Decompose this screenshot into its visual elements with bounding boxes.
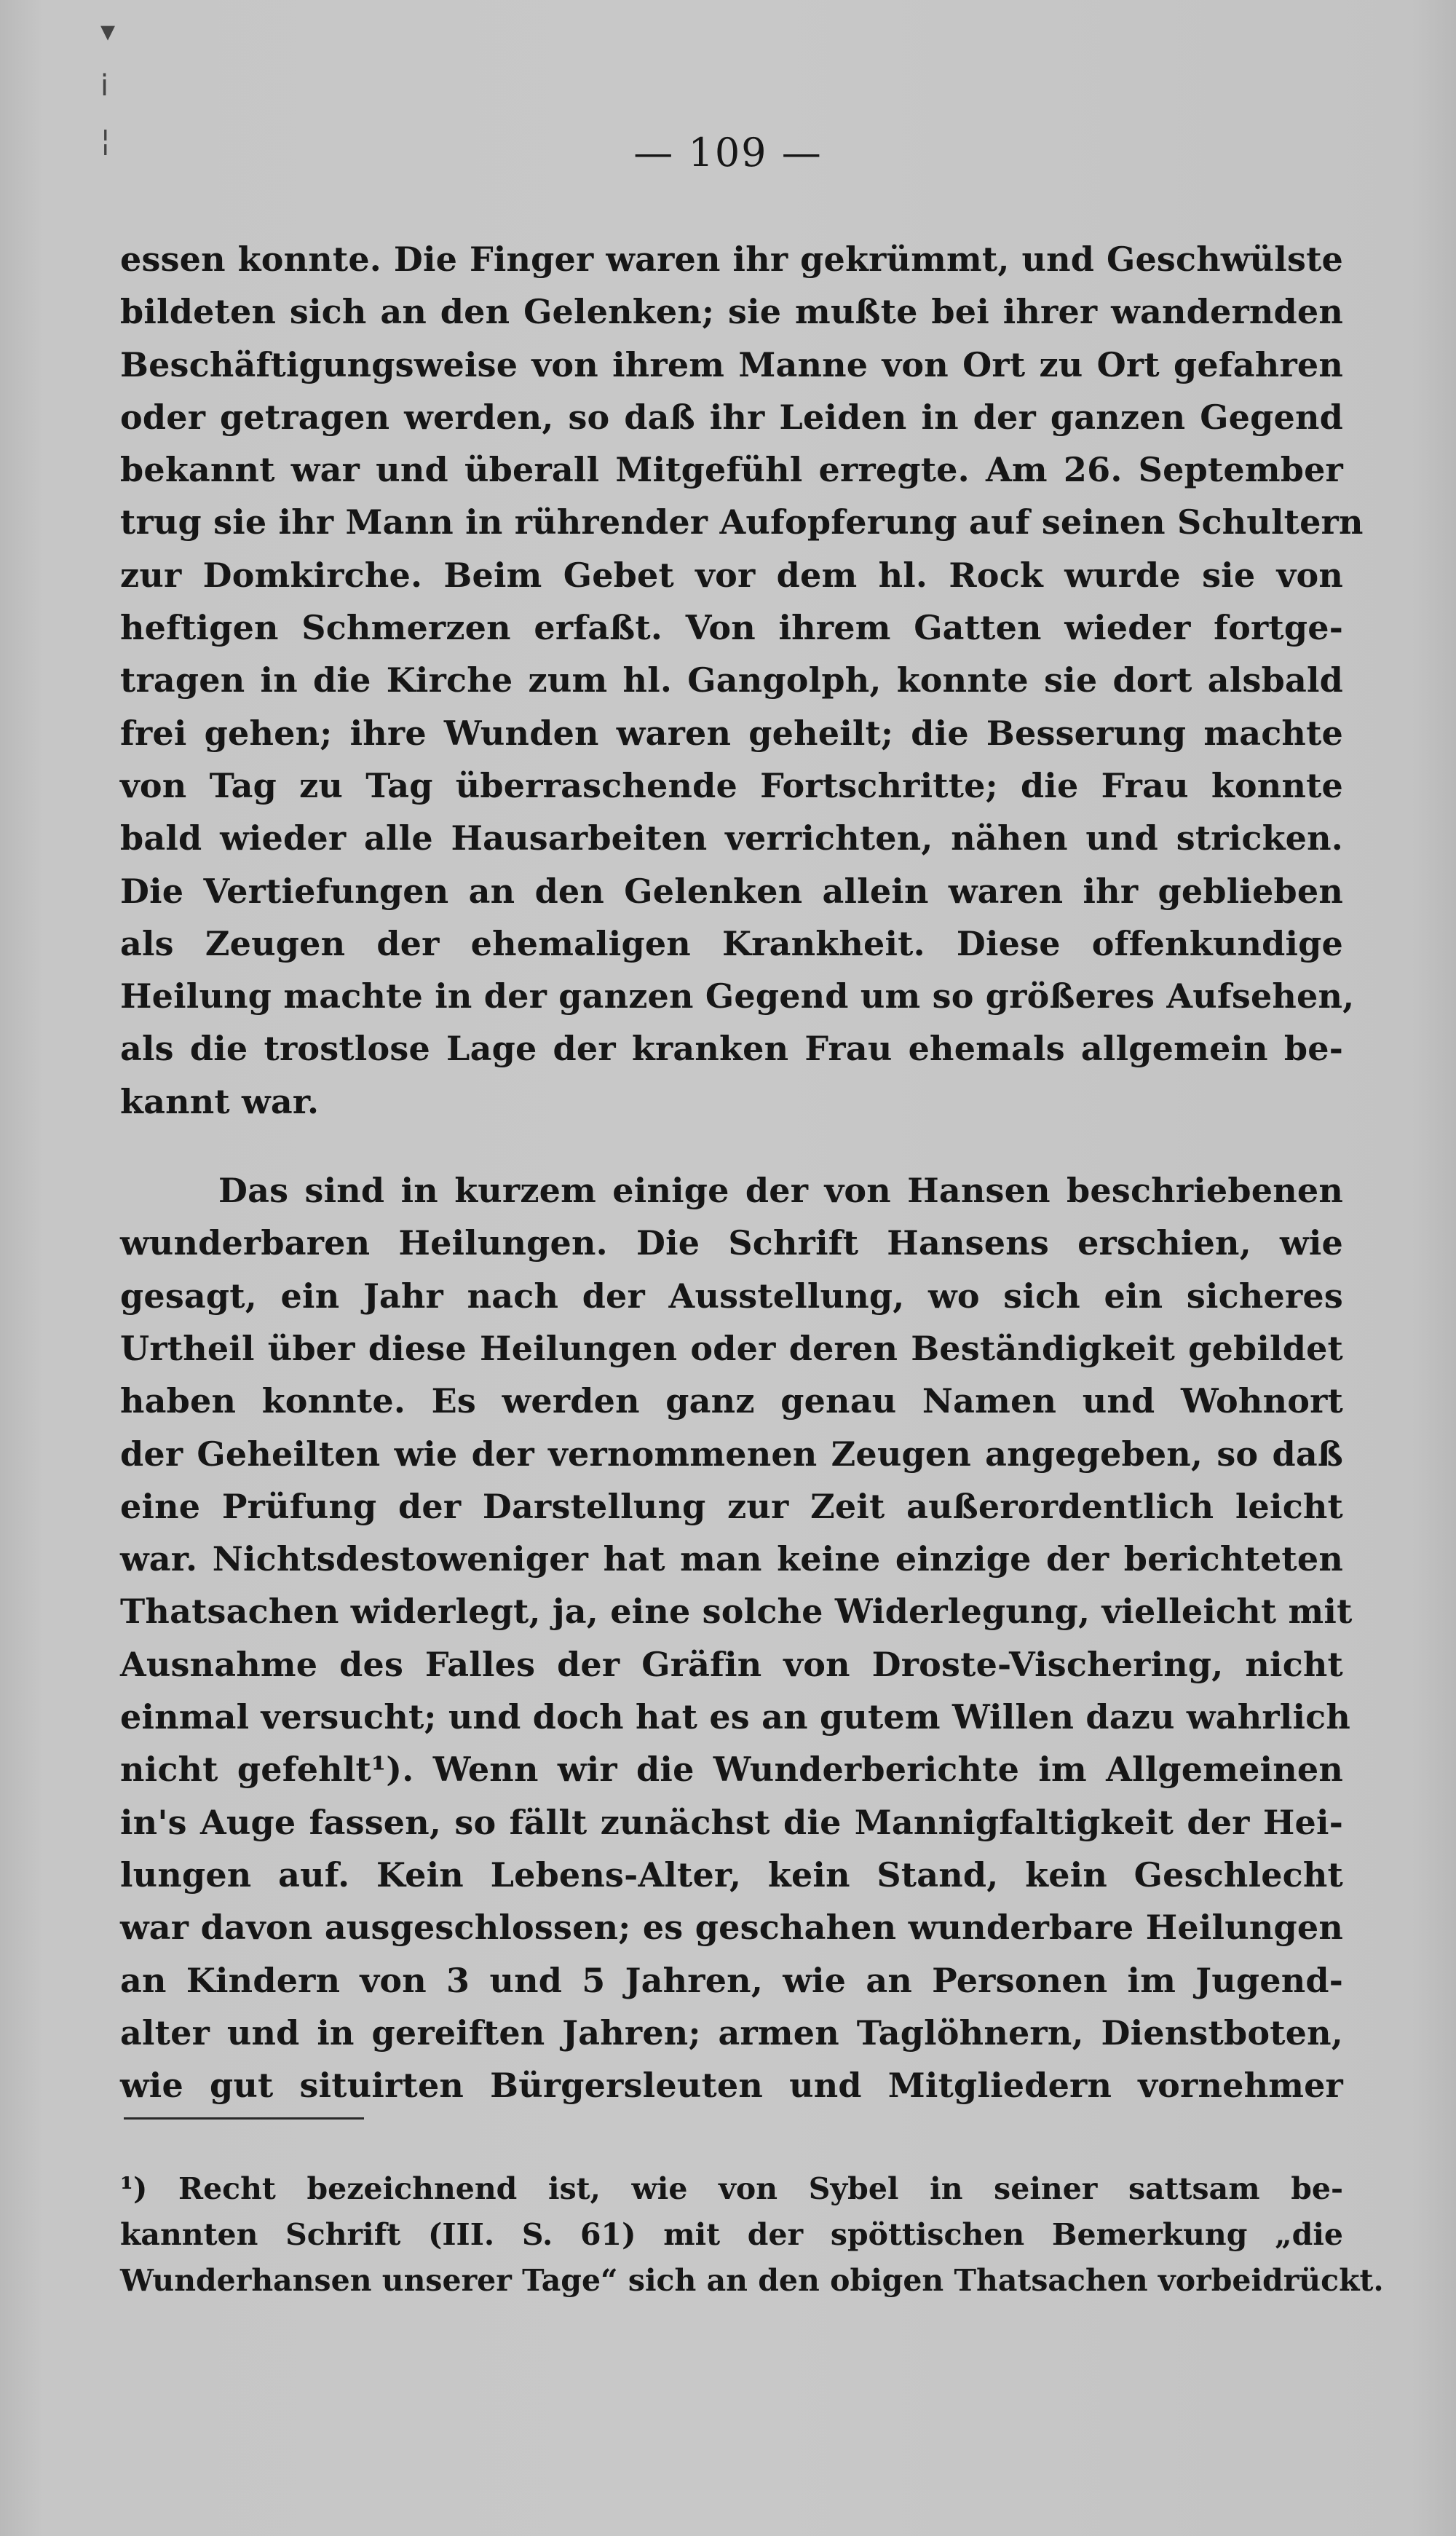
text-line: wie gut situirten Bürgersleuten und Mitgliedern vornehmer — [120, 2066, 1343, 2106]
text-line: Urtheil über diese Heilungen oder deren Beständigkeit gebildet — [120, 1328, 1343, 1368]
text-line: heftigen Schmerzen erfaßt. Von ihrem Gatten wieder fortge- — [120, 608, 1343, 648]
text-line: an Kindern von 3 und 5 Jahren, wie an Personen im Jugend- — [120, 1960, 1343, 2000]
text-line: kannt war. — [120, 1081, 320, 1121]
margin-mark: ¦ — [100, 124, 111, 157]
text-line: Heilung machte in der ganzen Gegend um so größeres Aufsehen, — [120, 976, 1355, 1016]
text-line: haben konnte. Es werden ganz genau Namen und Wohnort — [120, 1381, 1343, 1421]
text-line: von Tag zu Tag überraschende Fortschritte; die Frau konnte — [120, 765, 1343, 805]
text-line: lungen auf. Kein Lebens-Alter, kein Stand, kein Geschlecht — [120, 1854, 1343, 1895]
footnote-line: Wunderhansen unserer Tage“ sich an den obigen Thatsachen vorbeidrückt. — [120, 2263, 1384, 2298]
text-line: bald wieder alle Hausarbeiten verrichten, nähen und stricken. — [120, 818, 1343, 858]
text-line: Die Vertiefungen an den Gelenken allein waren ihr geblieben — [120, 871, 1343, 911]
paragraph-2 — [120, 1164, 1353, 2112]
text-line: wunderbaren Heilungen. Die Schrift Hansens erschien, wie — [120, 1223, 1343, 1263]
text-line: in's Auge fassen, so fällt zunächst die Mannigfaltigkeit der Hei- — [120, 1802, 1343, 1842]
margin-mark: i — [100, 69, 109, 103]
text-line: alter und in gereiften Jahren; armen Taglöhnern, Dienstboten, — [120, 2012, 1343, 2053]
text-line: bildeten sich an den Gelenken; sie mußte bei ihrer wandernden — [120, 292, 1343, 332]
text-line: war davon ausgeschlossen; es geschahen wunderbare Heilungen — [120, 1908, 1343, 1948]
text-line: war. Nichtsdestoweniger hat man keine einzige der berichteten — [120, 1539, 1343, 1579]
paragraph-1 — [120, 233, 1364, 1128]
text-line: Beschäftigungsweise von ihrem Manne von Ort zu Ort gefahren — [120, 344, 1343, 384]
text-line: als die trostlose Lage der kranken Frau ehemals allgemein be- — [120, 1029, 1343, 1069]
text-line: oder getragen werden, so daß ihr Leiden in der ganzen Gegend — [120, 397, 1343, 437]
text-line: frei gehen; ihre Wunden waren geheilt; die Besserung machte — [120, 713, 1343, 753]
text-line: als Zeugen der ehemaligen Krankheit. Diese offenkundige — [120, 923, 1343, 963]
text-line: nicht gefehlt¹). Wenn wir die Wunderberichte im Allgemeinen — [120, 1750, 1343, 1790]
text-line: Das sind in kurzem einige der von Hansen beschriebenen — [218, 1171, 1343, 1211]
text-line: zur Domkirche. Beim Gebet vor dem hl. Rock wurde sie von — [120, 555, 1343, 595]
body-text — [120, 233, 1364, 2112]
text-line: eine Prüfung der Darstellung zur Zeit außerordentlich leicht — [120, 1486, 1343, 1526]
footnote — [120, 2166, 1384, 2304]
footnote-divider — [124, 2117, 364, 2120]
text-line: Ausnahme des Falles der Gräfin von Droste-Vischering, nicht — [120, 1644, 1343, 1684]
text-line: einmal versucht; und doch hat es an gutem Willen dazu wahrlich — [120, 1697, 1351, 1737]
paragraph-gap — [120, 1128, 1343, 1164]
text-line: trug sie ihr Mann in rührender Aufopferung auf seinen Schultern — [120, 502, 1364, 542]
text-line: Thatsachen widerlegt, ja, eine solche Widerlegung, vielleicht mit — [120, 1592, 1353, 1632]
footnote-line: kannten Schrift (III. S. 61) mit der spöttischen Bemerkung „die — [120, 2217, 1343, 2252]
text-line: tragen in die Kirche zum hl. Gangolph, konnte sie dort alsbald — [120, 660, 1343, 700]
text-line: gesagt, ein Jahr nach der Ausstellung, wo sich ein sicheres — [120, 1276, 1343, 1316]
footnote-line: ¹) Recht bezeichnend ist, wie von Sybel in seiner sattsam be- — [120, 2171, 1343, 2206]
text-line: der Geheilten wie der vernommenen Zeugen angegeben, so daß — [120, 1434, 1343, 1474]
page-number: — 109 — — [633, 130, 823, 175]
text-line: bekannt war und überall Mitgefühl erregte. Am 26. September — [120, 450, 1343, 490]
margin-mark: ▾ — [100, 15, 116, 48]
text-line: essen konnte. Die Finger waren ihr gekrümmt, und Geschwülste — [120, 240, 1343, 279]
